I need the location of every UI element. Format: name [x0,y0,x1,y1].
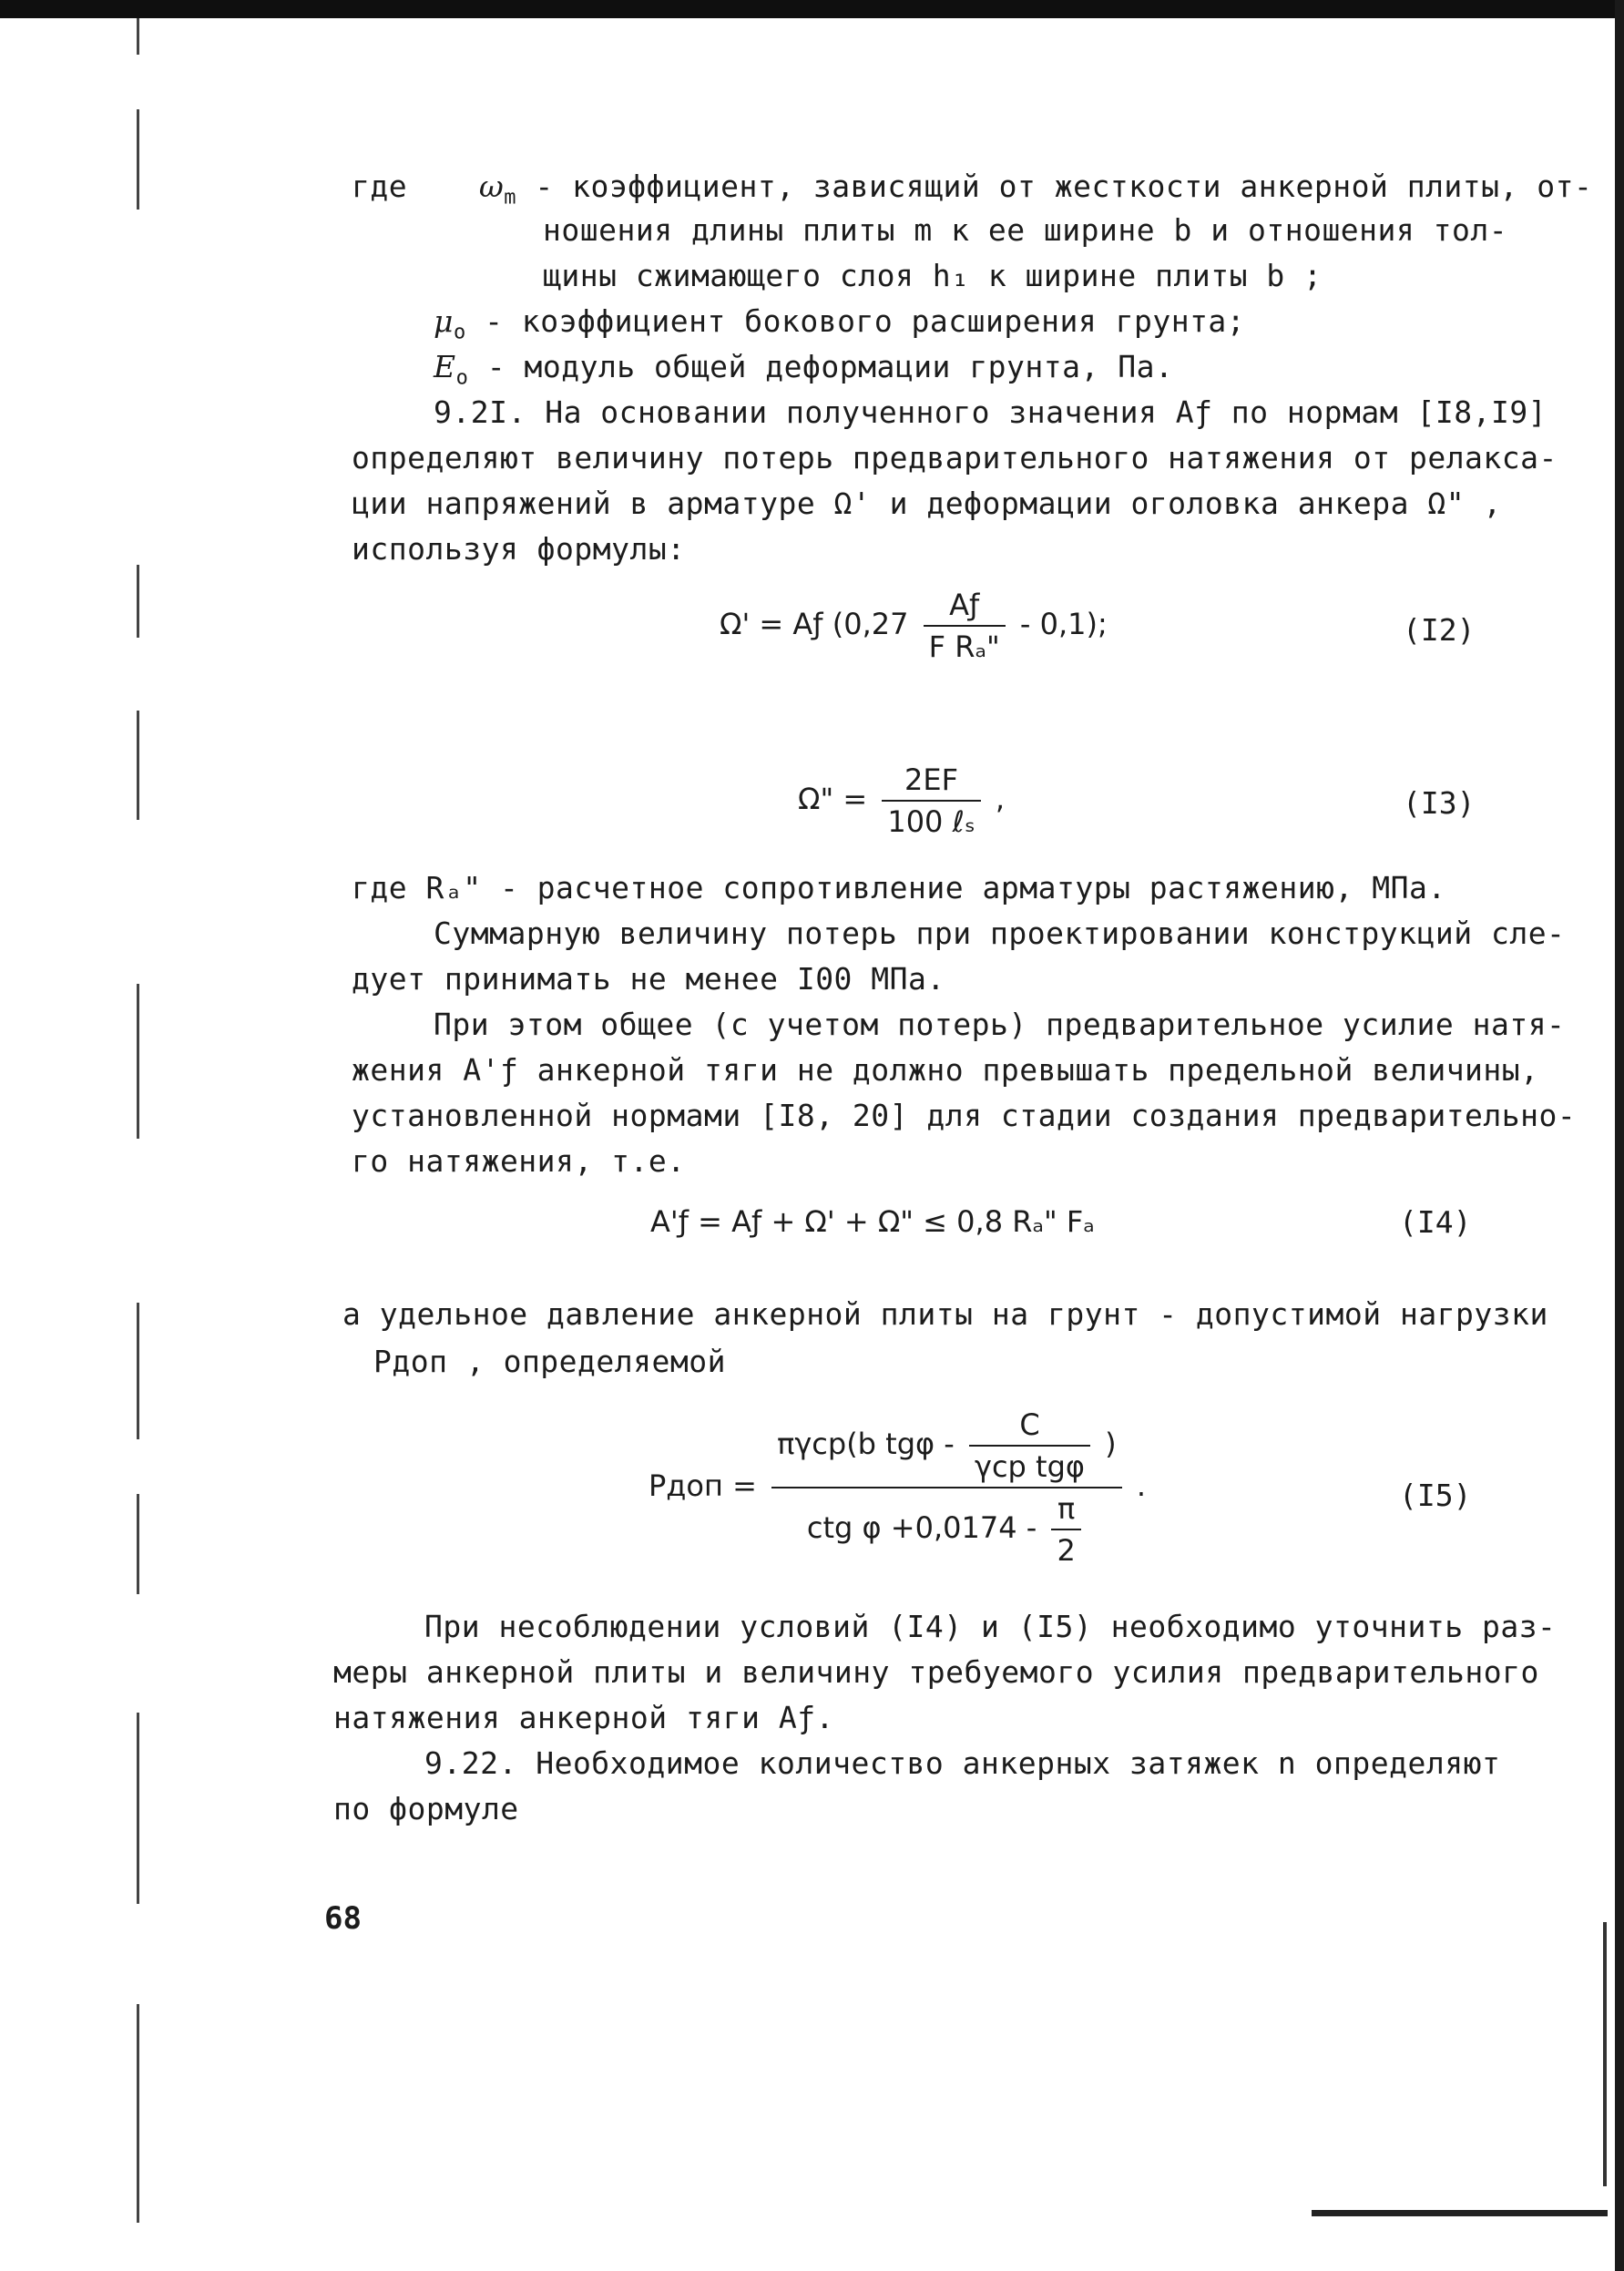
pi-numerator: π [1051,1491,1080,1530]
equation-lhs: Pдоп = [649,1468,757,1503]
paragraph-line [352,961,945,997]
definition-line [434,303,1245,344]
definition-text: коэффициент бокового расширения грунта; [521,303,1246,339]
equation-lhs: Ω' = Aƒ (0,27 [720,607,909,641]
paragraph-text: меры анкерной плиты и величину требуемого усилия предварительного [333,1654,1539,1690]
equation-main-fraction [771,1407,1122,1568]
equation-number: (I5) [1399,1478,1472,1513]
two-denominator: 2 [1057,1533,1076,1568]
equation-tail: . [1136,1468,1146,1503]
paragraph-text: определяют величину потерь предварительного натяжения от релакса- [352,440,1558,476]
definition-text: щины сжимающего слоя h₁ к ширине плиты b ; [543,258,1323,293]
paragraph-text: где Rₐ" - расчетное сопротивление арматуры растяжению, МПа. [352,870,1446,905]
paragraph-text: дует принимать не менее I00 МПа. [352,961,945,997]
paragraph-line [352,1143,686,1179]
paragraph-line [333,1700,834,1735]
definition-line [543,212,1507,248]
paragraph-line [333,1791,519,1826]
symbol-omega: ω [478,169,505,204]
paragraph-line [342,1296,1548,1332]
definition-text: коэффициент, зависящий от жесткости анкерной плиты, от- [572,169,1593,204]
fraction-numerator: Aƒ [924,588,1006,627]
paragraph-line [352,440,1558,476]
paragraph-text: При этом общее (с учетом потерь) предварительное усилие натя- [434,1007,1566,1042]
paragraph-line [424,1609,1556,1644]
definition-line [434,349,1173,390]
definition-text: модуль общей деформации грунта, Па. [524,349,1174,384]
page-number: 68 [324,1900,362,1937]
equation-number: (I3) [1403,785,1476,821]
equation-tail: , [995,782,1006,816]
fraction-numerator: 2EF [882,762,980,802]
paragraph-text: натяжения анкерной тяги Aƒ. [333,1700,834,1735]
equation-number: (I4) [1399,1204,1472,1240]
equation-13 [798,762,1005,839]
equation-tail: - 0,1); [1019,607,1108,641]
paragraph-text: го натяжения, т.е. [352,1143,686,1179]
paragraph-line [434,394,1547,430]
definition-line [543,258,1322,293]
numerator-head: πγcp(b tgφ - [777,1427,955,1461]
paragraph-text: жения A'ƒ анкерной тяги не должно превышать предельной величины, [352,1052,1539,1088]
fraction-denominator [771,1488,1122,1568]
equation-14: A'ƒ = Aƒ + Ω' + Ω" ≤ 0,8 Rₐ" Fₐ [650,1204,1095,1239]
numerator-tail: ) [1105,1427,1117,1461]
definition-dash: - [485,303,504,339]
symbol-e: E [434,349,456,384]
denominator-head: ctg φ +0,0174 - [806,1510,1037,1545]
symbol-subscript: o [453,321,466,344]
definition-dash: - [535,169,554,204]
paragraph-text: При несоблюдении условий (I4) и (I5) необходимо уточнить раз- [424,1609,1557,1644]
fraction-denominator: 100 ℓₛ [887,804,975,839]
paragraph-text: используя формулы: [352,531,686,567]
definition-text: ношения длины плиты m к ее ширине b и отношения тол- [543,212,1508,248]
denominator-fraction [1051,1491,1080,1568]
paragraph-text: ции напряжений в арматуре Ω' и деформации оголовка анкера Ω" , [352,486,1502,521]
symbol-subscript: m [504,186,517,210]
inner-fraction [969,1407,1090,1484]
paragraph-line [352,486,1502,521]
definition-prefix: где [352,169,408,204]
paragraph-text: установленной нормами [I8, 20] для стадии создания предварительно- [352,1098,1577,1133]
symbol-subscript: o [455,366,469,390]
fraction-numerator [771,1407,1122,1488]
paragraph-line [434,916,1565,951]
paragraph-line [434,1007,1565,1042]
paragraph-text: Суммарную величину потерь при проектировании конструкций сле- [434,916,1566,951]
inner-denominator: γcp tgφ [975,1449,1085,1484]
equation-number: (I2) [1403,612,1476,648]
equation-lhs: Ω" = [798,782,868,816]
fraction-denominator: F Rₐ" [928,629,1000,664]
equation-12 [720,588,1108,664]
definition-line [352,169,1592,210]
paragraph-text: 9.22. Необходимое количество анкерных затяжек n определяют [424,1745,1501,1781]
paragraph-line [352,1052,1539,1088]
inner-numerator: C [969,1407,1090,1447]
equation-fraction [882,762,980,839]
symbol-mu: μ [434,303,454,339]
paragraph-line [352,531,686,567]
paragraph-text: по формуле [333,1791,519,1826]
paragraph-text: 9.2I. На основании полученного значения Aƒ по нормам [I8,I9] [434,394,1547,430]
paragraph-text: а удельное давление анкерной плиты на грунт - допустимой нагрузки [342,1296,1548,1332]
paragraph-text: Pдоп , определяемой [373,1344,726,1379]
equation-15 [649,1407,1146,1568]
paragraph-line [333,1654,1539,1690]
definition-dash: - [486,349,506,384]
paragraph-line [352,870,1446,905]
paragraph-line [352,1098,1576,1133]
paragraph-line [373,1344,726,1379]
paragraph-line [424,1745,1500,1781]
equation-fraction [924,588,1006,664]
